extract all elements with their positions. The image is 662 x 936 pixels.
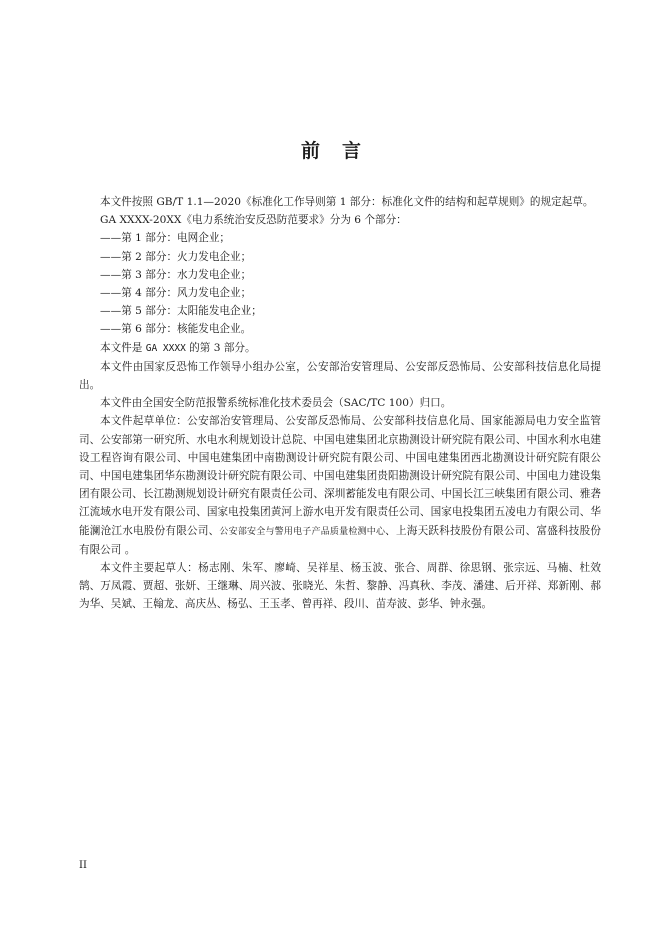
- drafting-units-paragraph: [79, 412, 601, 559]
- part-statement-suffix: 的第 3 部分。: [185, 341, 256, 354]
- proposer-paragraph: 本文件由国家反恐怖工作领导小组办公室，公安部治安管理局、公安部反恐怖局、公安部科技信息化局提出。: [79, 360, 601, 392]
- drafting-units-tail: 、上海天跃科技股份有限公司、富盛科技股份有限公司 。: [79, 524, 601, 556]
- part-list-item: ——第 4 部分：风力发电企业；: [100, 287, 252, 300]
- part-list-item: ——第 5 部分：太阳能发电企业；: [100, 305, 262, 318]
- page-title: 前言: [300, 140, 383, 162]
- drafting-units-main: 本文件起草单位：公安部治安管理局、公安部反恐怖局、公安部科技信息化局、国家能源局电力安全监管司、公安部第一研究所、水电水利规划设计总院、中国电建集团北京勘测设计研究院有限公司、中国水利水电建设工程咨询有限公司、中国电建集团中南勘测设计研究院有限公司、中国电建集团西北勘测设计研究院有限公司、中国电建集团华东勘测设计研究院有限公司、中国电建集团贵阳勘测设计研究院有限公司、中国电力建设集团有限公司、长江勘测规划设计研究有限责任公司、深圳蓄能发电有限公司、中国长江三峡集团有限公司、雅砻江流域水电开发有限公司、国家电投集团黄河上游水电开发有限责任公司、国家电投集团五凌电力有限公司、华能澜沧江水电股份有限公司、: [79, 415, 601, 537]
- part-list-item: ——第 1 部分：电网企业；: [100, 232, 231, 245]
- foreword-body: [79, 193, 601, 614]
- part-statement-paragraph: [79, 339, 601, 358]
- part-list-item: ——第 6 部分：核能发电企业。: [100, 323, 252, 336]
- part-statement-prefix: 本文件是: [100, 341, 146, 354]
- standard-basis-paragraph: 本文件按照 GB/T 1.1—2020《标准化工作导则第 1 部分：标准化文件的结构和起草规则》的规定起草。: [100, 196, 594, 208]
- page-number: II: [79, 860, 87, 871]
- part-list-item: ——第 3 部分：水力发电企业；: [100, 268, 252, 281]
- drafters-paragraph: 本文件主要起草人：杨志刚、朱军、廖崎、吴祥星、杨玉波、张合、周群、徐思钢、张宗远、马楠、杜效鹄、万凤霞、贾超、张妍、王继琳、周兴波、张晓光、朱哲、黎静、冯真秋、李茂、潘建、后开祥、郑新刚、郝为华、吴斌、王翰龙、高庆丛、杨弘、王玉孝、曾再祥、段川、苗寿波、彭华、钟永强。: [79, 562, 601, 611]
- standard-code: GA XXXX: [145, 342, 186, 354]
- committee-paragraph: 本文件由全国安全防范报警系统标准化技术委员会（SAC/TC 100）归口。: [100, 397, 452, 410]
- part-list-item: ——第 2 部分：火力发电企业；: [100, 250, 252, 263]
- drafting-units-small: 公安部安全与警用电子产品质量检测中心: [219, 526, 386, 537]
- parts-intro-paragraph: GA XXXX-20XX《电力系统治安反恐防范要求》分为 6 个部分：: [100, 214, 407, 227]
